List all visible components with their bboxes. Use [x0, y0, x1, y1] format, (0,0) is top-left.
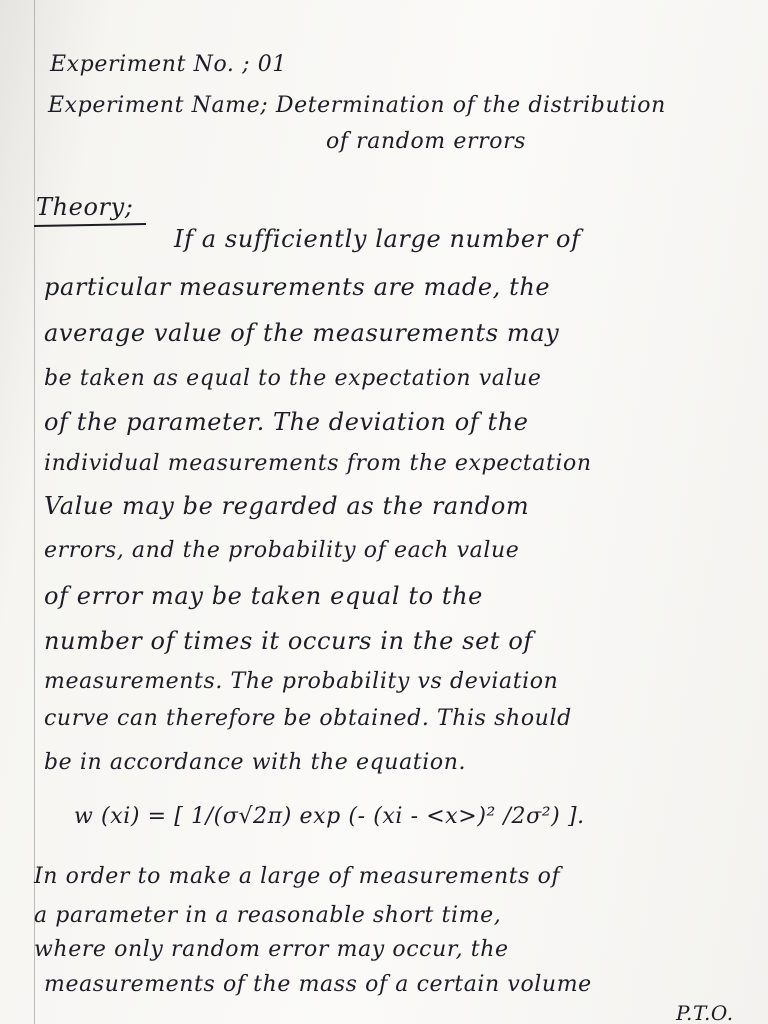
text-line-8: errors, and the probability of each value	[44, 538, 520, 563]
experiment-number: Experiment No. ; 01	[50, 52, 287, 77]
text-line-11: measurements. The probability vs deviation	[44, 669, 559, 694]
text-line-16: where only random error may occur, the	[34, 937, 509, 962]
text-line-5: of the parameter. The deviation of the	[44, 408, 529, 436]
text-line-9: of error may be taken equal to the	[44, 582, 483, 610]
experiment-name-line2: of random errors	[326, 129, 527, 154]
text-line-2: particular measurements are made, the	[44, 273, 551, 301]
theory-underline	[34, 223, 146, 227]
text-line-6: individual measurements from the expectation	[44, 451, 592, 476]
text-line-3: average value of the measurements may	[44, 319, 560, 347]
theory-heading: Theory;	[36, 193, 134, 221]
text-line-4: be taken as equal to the expectation value	[44, 366, 542, 391]
text-line-12: curve can therefore be obtained. This should	[44, 706, 572, 731]
text-line-14: In order to make a large of measurements of	[34, 864, 561, 889]
text-line-10: number of times it occurs in the set of	[44, 627, 533, 655]
text-line-13: be in accordance with the equation.	[44, 750, 467, 775]
equation: w (xi) = [ 1/(σ√2π) exp (- (xi - <x>)² /2σ²) ].	[74, 804, 585, 829]
pto-note: P.T.O.	[676, 1001, 734, 1024]
experiment-name-line1: Experiment Name; Determination of the distribution	[48, 93, 666, 118]
text-line-15: a parameter in a reasonable short time,	[34, 903, 502, 928]
text-line-17: measurements of the mass of a certain volume	[44, 972, 592, 997]
text-line-7: Value may be regarded as the random	[44, 492, 530, 520]
text-line-1: If a sufficiently large number of	[174, 225, 581, 253]
